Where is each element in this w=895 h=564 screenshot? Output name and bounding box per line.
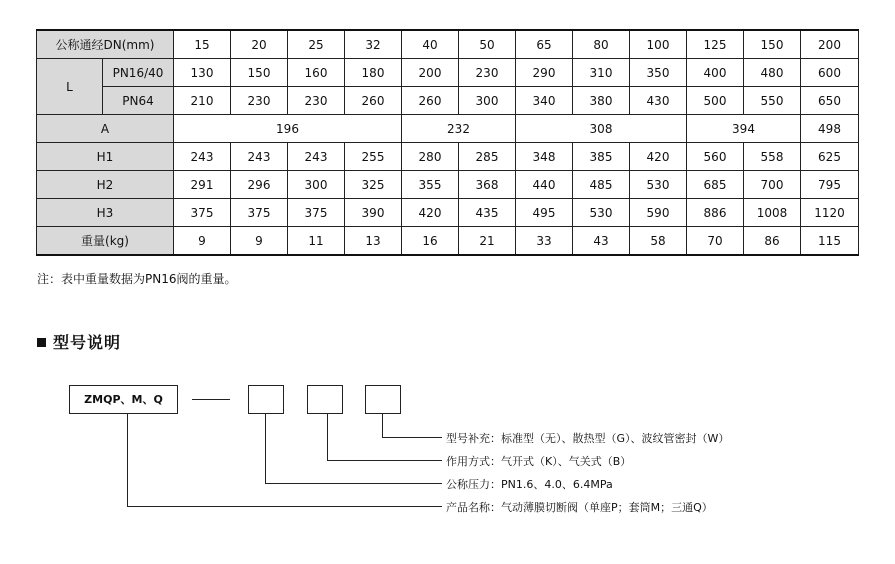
l-pn16-cell: 230: [459, 59, 516, 87]
dn-cell: 25: [288, 30, 345, 59]
h2-cell: 355: [402, 171, 459, 199]
l-pn16-cell: 600: [801, 59, 859, 87]
weight-cell: 115: [801, 227, 859, 256]
spec-table: [36, 29, 859, 256]
l-pn64-cell: 550: [744, 87, 801, 115]
connector-line: [327, 413, 328, 461]
l-pn64-cell: 340: [516, 87, 573, 115]
l-pn16-cell: 130: [174, 59, 231, 87]
l-pn16-cell: 310: [573, 59, 630, 87]
h2-cell: 685: [687, 171, 744, 199]
supplement-slot-box: [365, 385, 401, 414]
h2-cell: 700: [744, 171, 801, 199]
weight-cell: 9: [174, 227, 231, 256]
h1-cell: 625: [801, 143, 859, 171]
l-pn64-cell: 260: [345, 87, 402, 115]
l-pn64-cell: 500: [687, 87, 744, 115]
h2-header: H2: [37, 171, 174, 199]
l-pn16-cell: 180: [345, 59, 402, 87]
weight-cell: 9: [231, 227, 288, 256]
dn-cell: 20: [231, 30, 288, 59]
connector-line: [265, 413, 266, 484]
row-dn: [37, 30, 859, 59]
dn-cell: 40: [402, 30, 459, 59]
h1-cell: 560: [687, 143, 744, 171]
row-a: [37, 115, 859, 143]
l-header: L: [37, 59, 103, 115]
section-title-text: 型号说明: [53, 333, 122, 352]
h1-header: H1: [37, 143, 174, 171]
l-pn16-cell: 480: [744, 59, 801, 87]
l-pn64-cell: 260: [402, 87, 459, 115]
h2-cell: 530: [630, 171, 687, 199]
l-pn16-cell: 400: [687, 59, 744, 87]
model-line-product: 产品名称：气动薄膜切断阀（单座P；套筒M；三通Q）: [446, 501, 713, 514]
h3-cell: 375: [288, 199, 345, 227]
h3-cell: 590: [630, 199, 687, 227]
h2-cell: 440: [516, 171, 573, 199]
h2-cell: 291: [174, 171, 231, 199]
l-pn64-cell: 380: [573, 87, 630, 115]
weight-cell: 70: [687, 227, 744, 256]
l-pn16-cell: 160: [288, 59, 345, 87]
a-header: A: [37, 115, 174, 143]
l-pn64-cell: 230: [231, 87, 288, 115]
weight-cell: 43: [573, 227, 630, 256]
l-pn64-cell: 300: [459, 87, 516, 115]
dn-cell: 125: [687, 30, 744, 59]
row-h1: [37, 143, 859, 171]
weight-cell: 33: [516, 227, 573, 256]
dn-cell: 15: [174, 30, 231, 59]
connector-line: [265, 483, 442, 484]
weight-cell: 11: [288, 227, 345, 256]
h3-cell: 375: [231, 199, 288, 227]
h1-cell: 280: [402, 143, 459, 171]
model-code-box: ZMQP、M、Q: [69, 385, 178, 414]
weight-cell: 13: [345, 227, 402, 256]
l-pn16-cell: 350: [630, 59, 687, 87]
connector-line: [382, 413, 383, 438]
h1-cell: 243: [174, 143, 231, 171]
model-line-supplement: 型号补充：标准型（无）、散热型（G）、波纹管密封（W）: [446, 432, 730, 445]
l-pn64-cell: 230: [288, 87, 345, 115]
dn-header: 公称通经DN(mm): [37, 30, 174, 59]
table-note: 注：表中重量数据为PN16阀的重量。: [37, 272, 237, 286]
dn-cell: 50: [459, 30, 516, 59]
dn-cell: 32: [345, 30, 402, 59]
connector-line: [127, 413, 128, 507]
h1-cell: 558: [744, 143, 801, 171]
h1-cell: 243: [288, 143, 345, 171]
model-line-action: 作用方式：气开式（K）、气关式（B）: [446, 455, 632, 468]
h3-cell: 495: [516, 199, 573, 227]
h2-cell: 485: [573, 171, 630, 199]
action-slot-box: [307, 385, 343, 414]
h3-header: H3: [37, 199, 174, 227]
connector-line: [327, 460, 442, 461]
l-pn16-cell: 150: [231, 59, 288, 87]
bullet-square-icon: [37, 338, 46, 347]
h2-cell: 300: [288, 171, 345, 199]
h2-cell: 325: [345, 171, 402, 199]
h1-cell: 255: [345, 143, 402, 171]
a-cell: 394: [687, 115, 801, 143]
h3-cell: 1120: [801, 199, 859, 227]
model-line-pressure: 公称压力：PN1.6、4.0、6.4MPa: [446, 478, 613, 491]
h3-cell: 435: [459, 199, 516, 227]
dn-cell: 150: [744, 30, 801, 59]
pn64-header: PN64: [103, 87, 174, 115]
row-l-pn16: [37, 59, 859, 87]
l-pn16-cell: 200: [402, 59, 459, 87]
l-pn64-cell: 210: [174, 87, 231, 115]
section-title: [37, 330, 121, 353]
h3-cell: 375: [174, 199, 231, 227]
weight-cell: 16: [402, 227, 459, 256]
h3-cell: 886: [687, 199, 744, 227]
a-cell: 308: [516, 115, 687, 143]
connector-line: [127, 506, 442, 507]
h2-cell: 296: [231, 171, 288, 199]
a-cell: 196: [174, 115, 402, 143]
h1-cell: 285: [459, 143, 516, 171]
row-h3: [37, 199, 859, 227]
row-h2: [37, 171, 859, 199]
h2-cell: 795: [801, 171, 859, 199]
h1-cell: 348: [516, 143, 573, 171]
connector-line: [382, 437, 442, 438]
h1-cell: 385: [573, 143, 630, 171]
dn-cell: 100: [630, 30, 687, 59]
pn16-header: PN16/40: [103, 59, 174, 87]
h2-cell: 368: [459, 171, 516, 199]
dn-cell: 80: [573, 30, 630, 59]
h1-cell: 420: [630, 143, 687, 171]
h3-cell: 390: [345, 199, 402, 227]
weight-cell: 86: [744, 227, 801, 256]
weight-header: 重量(kg): [37, 227, 174, 256]
weight-cell: 58: [630, 227, 687, 256]
l-pn16-cell: 290: [516, 59, 573, 87]
model-dash: [192, 399, 230, 400]
row-l-pn64: [37, 87, 859, 115]
l-pn64-cell: 650: [801, 87, 859, 115]
weight-cell: 21: [459, 227, 516, 256]
a-cell: 232: [402, 115, 516, 143]
dn-cell: 200: [801, 30, 859, 59]
h1-cell: 243: [231, 143, 288, 171]
pressure-slot-box: [248, 385, 284, 414]
row-weight: [37, 227, 859, 256]
h3-cell: 530: [573, 199, 630, 227]
a-cell: 498: [801, 115, 859, 143]
dn-cell: 65: [516, 30, 573, 59]
h3-cell: 1008: [744, 199, 801, 227]
h3-cell: 420: [402, 199, 459, 227]
l-pn64-cell: 430: [630, 87, 687, 115]
